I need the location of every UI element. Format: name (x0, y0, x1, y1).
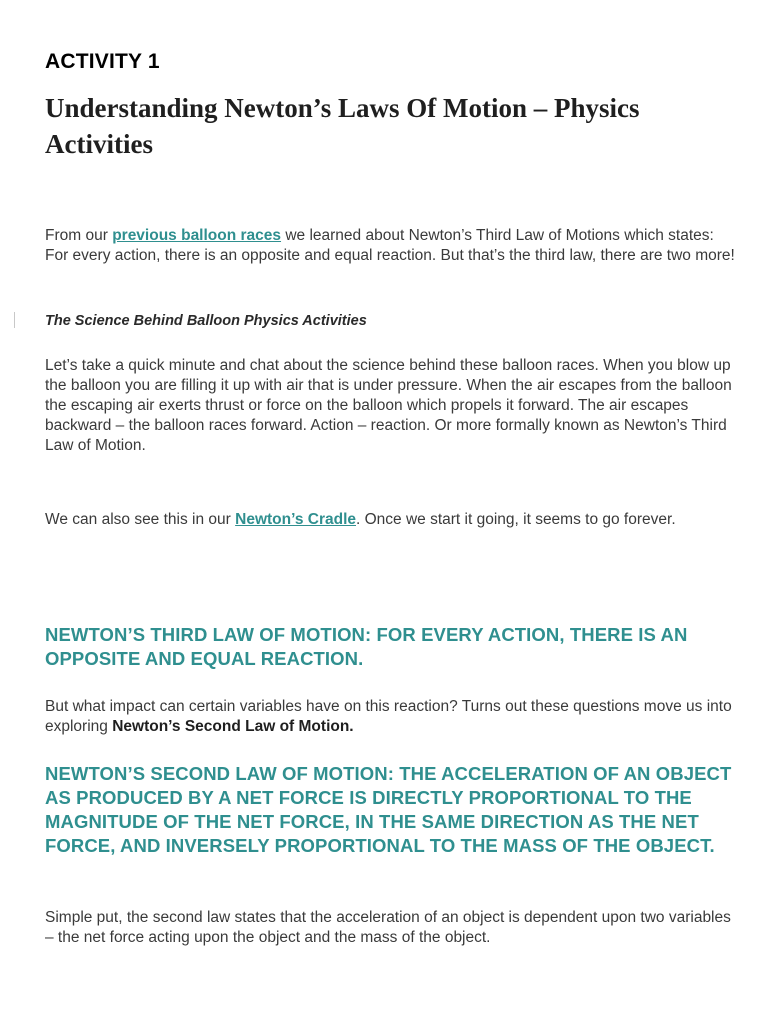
page-title: Understanding Newton’s Laws Of Motion – Physics Activities (45, 93, 640, 159)
variables-paragraph (45, 697, 735, 737)
previous-balloon-races-link[interactable]: previous balloon races (112, 227, 282, 244)
second-law-heading: NEWTON’S SECOND LAW OF MOTION: THE ACCELERATION OF AN OBJECT AS PRODUCED BY A NET FORCE IS DIRECTLY PROPORTIONAL TO THE MAGNITUDE OF THE NET FORCE, IN THE SAME DIRECTION AS THE NET FORCE, AND INVERSELY PROPORTIONAL TO THE MASS OF THE OBJECT. (45, 763, 732, 856)
cradle-text-before: We can also see this in our (45, 511, 236, 528)
intro-text-before: From our (45, 227, 113, 244)
variables-text: But what impact can certain variables have on this reaction? Turns out these questions move us into exploring (45, 698, 732, 735)
cradle-paragraph (45, 510, 735, 530)
cradle-text-after: . Once we start it going, it seems to go forever. (356, 511, 676, 528)
intro-paragraph (45, 226, 735, 266)
text-cursor-marker (14, 312, 15, 328)
newtons-cradle-link[interactable]: Newton’s Cradle (235, 511, 356, 528)
simple-put-paragraph: Simple put, the second law states that the acceleration of an object is dependent upon two variables – the net force acting upon the object and the mass of the object. (45, 909, 731, 946)
science-paragraph: Let’s take a quick minute and chat about the science behind these balloon races. When you blow up the balloon you are filling it up with air that is under pressure. When the air escapes from the balloon the escaping air exerts thrust or force on the balloon which propels it forward. The air escapes backward – the balloon races forward. Action – reaction. Or more formally known as Newton’s Third Law of Motion. (45, 357, 732, 454)
second-law-bold-text: Newton’s Second Law of Motion. (112, 718, 354, 735)
science-heading: The Science Behind Balloon Physics Activities (45, 313, 367, 329)
activity-label: ACTIVITY 1 (45, 50, 160, 73)
intro-text-after: we learned about Newton’s Third Law of Motions which states: For every action, there is an opposite and equal reaction. But that’s the third law, there are two more! (45, 227, 735, 264)
third-law-heading: NEWTON’S THIRD LAW OF MOTION: FOR EVERY ACTION, THERE IS AN OPPOSITE AND EQUAL REACTION. (45, 624, 688, 669)
